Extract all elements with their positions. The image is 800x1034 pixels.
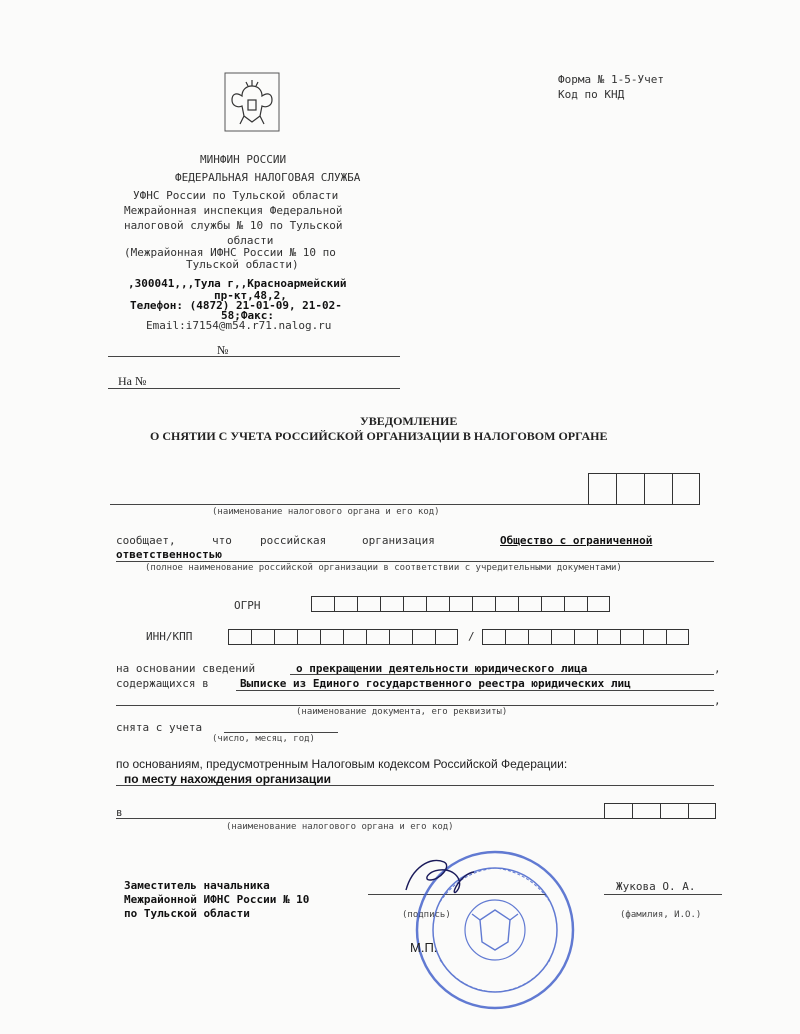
ministry-name: МИНФИН РОССИИ — [200, 153, 287, 166]
inspection-line-3: области — [227, 234, 274, 247]
in-tax-authority-code-cells — [604, 803, 716, 819]
contained-value: Выписке из Единого государственного реестра юридических лиц — [240, 677, 631, 690]
reply-number-line — [108, 388, 400, 389]
inspection-short-2: Тульской области) — [186, 258, 299, 271]
date-caption: (число, месяц, год) — [212, 734, 315, 744]
signatory-position-1: Заместитель начальника — [124, 879, 270, 892]
stamp-label: М.П. — [410, 940, 438, 955]
signature-caption: (подпись) — [402, 910, 451, 920]
handwritten-signature — [400, 850, 480, 900]
tax-authority-caption: (наименование налогового органа и его код) — [212, 507, 440, 517]
in-tax-authority-caption: (наименование налогового органа и его код) — [226, 822, 454, 832]
reply-number-label: На № — [118, 374, 147, 388]
contained-underline — [236, 690, 714, 691]
inn-kpp-slash: / — [468, 630, 475, 643]
signatory-name-line — [604, 894, 722, 895]
ogrn-cells — [311, 596, 610, 612]
tax-authority-line — [110, 504, 588, 505]
grounds-label: по основаниям, предусмотренным Налоговым кодексом Российской Федерации: — [116, 757, 568, 771]
address-line-1: ,300041,,,Тула г,,Красноармейский — [128, 277, 347, 290]
removed-date-line — [224, 732, 338, 733]
grounds-underline — [116, 785, 714, 786]
notice-title: УВЕДОМЛЕНИЕ — [360, 414, 458, 428]
basis-underline — [290, 674, 714, 675]
document-caption: (наименование документа, его реквизиты) — [296, 707, 508, 717]
service-name: ФЕДЕРАЛЬНАЯ НАЛОГОВАЯ СЛУЖБА — [175, 171, 361, 184]
in-tax-authority-line — [116, 818, 604, 819]
basis-comma: , — [714, 662, 721, 675]
ufns-name: УФНС России по Тульской области — [133, 189, 339, 202]
basis-value: о прекращении деятельности юридического лица — [296, 662, 588, 675]
org-name-underline — [116, 561, 714, 562]
document-underline — [116, 705, 714, 706]
inspection-line-2: налоговой службы № 10 по Тульской — [124, 219, 343, 232]
org-name-line-1: Общество с ограниченной — [500, 534, 653, 547]
knd-code-label: Код по КНД — [558, 88, 625, 101]
document-comma: , — [714, 694, 721, 707]
kpp-cells — [482, 629, 689, 645]
coat-of-arms-emblem — [224, 72, 280, 132]
email: Email:i7154@m54.r71.nalog.ru — [146, 319, 332, 332]
signatory-position-2: Межрайонной ИФНС России № 10 — [124, 893, 310, 906]
contained-label: содержащихся в — [116, 677, 209, 690]
basis-label: на основании сведений — [116, 662, 256, 675]
address-line-2: пр-кт,48,2, — [214, 289, 287, 302]
removed-label: снята с учета — [116, 721, 203, 734]
phone-line-2: 58;Факс: — [221, 309, 274, 322]
org-name-line-2: ответственностью — [116, 548, 222, 561]
inspection-line-1: Межрайонная инспекция Федеральной — [124, 204, 343, 217]
name-caption: (фамилия, И.О.) — [620, 910, 702, 920]
signatory-position-3: по Тульской области — [124, 907, 250, 920]
number-line — [108, 356, 400, 357]
inspection-short-1: (Межрайонная ИФНС России № 10 по — [124, 246, 336, 259]
reports-word-2: что — [212, 534, 232, 547]
ogrn-label: ОГРН — [234, 599, 261, 612]
inn-cells — [228, 629, 458, 645]
reports-word-3: российская — [260, 534, 327, 547]
phone-line-1: Телефон: (4872) 21-01-09, 21-02- — [130, 299, 342, 312]
org-full-name-caption: (полное наименование российской организации в соответствии с учредительными документами) — [145, 563, 622, 573]
inn-kpp-label: ИНН/КПП — [146, 630, 193, 643]
tax-authority-code-cells — [588, 473, 700, 505]
grounds-value: по месту нахождения организации — [124, 772, 331, 786]
notice-subtitle: О СНЯТИИ С УЧЕТА РОССИЙСКОЙ ОРГАНИЗАЦИИ В НАЛОГОВОМ ОРГАНЕ — [150, 429, 608, 443]
reports-word-4: организация — [362, 534, 435, 547]
reports-word-1: сообщает, — [116, 534, 176, 547]
number-label: № — [217, 343, 229, 357]
signatory-name: Жукова О. А. — [616, 880, 696, 893]
in-label: в — [116, 806, 123, 819]
form-number: Форма № 1-5-Учет — [558, 73, 664, 86]
